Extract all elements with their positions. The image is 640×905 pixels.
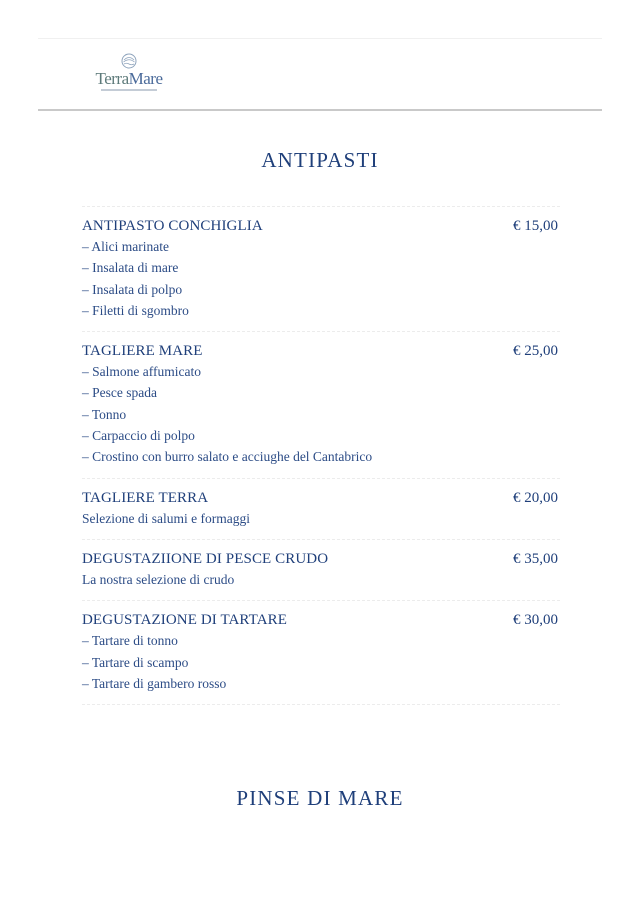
menu-item-name: TAGLIERE TERRA (82, 489, 209, 506)
section-title-antipasti: ANTIPASTI (261, 148, 379, 172)
page-header (38, 38, 602, 111)
menu-item-price: € 30,00 (513, 612, 558, 629)
menu-item-description: – Tartare di gambero rosso (82, 675, 227, 691)
menu-item-price: € 35,00 (513, 550, 558, 567)
menu-item-description: – Tonno (82, 406, 127, 422)
menu-item (82, 478, 560, 539)
menu-item-description: – Crostino con burro salato e acciughe del Cantabrico (82, 449, 373, 465)
menu-item-name: TAGLIERE MARE (82, 343, 203, 360)
menu-item-description: – Salmone affumicato (82, 364, 201, 380)
menu-item (82, 206, 560, 331)
menu-item-price: € 15,00 (513, 218, 558, 234)
menu-item-description: – Insalata di polpo (82, 281, 183, 297)
wave-circle-icon (121, 53, 137, 69)
menu-list-antipasti (82, 206, 560, 705)
menu-item-description: – Tartare di tonno (82, 633, 178, 649)
menu-item-description: – Carpaccio di polpo (82, 428, 195, 444)
menu-item-name: ANTIPASTO CONCHIGLIA (82, 218, 263, 234)
logo-wordmark (86, 70, 172, 87)
menu-item-name: DEGUSTAZIIONE DI PESCE CRUDO (82, 550, 329, 567)
menu-item (82, 539, 560, 600)
logo-tagline (101, 89, 157, 91)
menu-item-price: € 20,00 (513, 489, 558, 506)
menu-item-description: – Insalata di mare (82, 260, 179, 276)
menu-item-name: DEGUSTAZIONE DI TARTARE (82, 612, 287, 629)
menu-item-description: – Alici marinate (82, 239, 169, 254)
menu-item (82, 600, 560, 705)
menu-item-price: € 25,00 (513, 343, 558, 360)
menu-item-description: – Pesce spada (82, 385, 157, 401)
logo-terra: Terra (95, 69, 129, 88)
menu-item-description: – Tartare di scampo (82, 654, 189, 670)
section-title-pinse-di-mare: PINSE DI MARE (236, 786, 404, 810)
menu-item-description: La nostra selezione di crudo (82, 571, 235, 587)
menu-item (82, 331, 560, 477)
menu-item-description: Selezione di salumi e formaggi (82, 510, 250, 526)
menu-item-description: – Filetti di sgombro (82, 302, 189, 318)
logo[interactable] (86, 53, 172, 99)
logo-mare: Mare (128, 69, 163, 88)
